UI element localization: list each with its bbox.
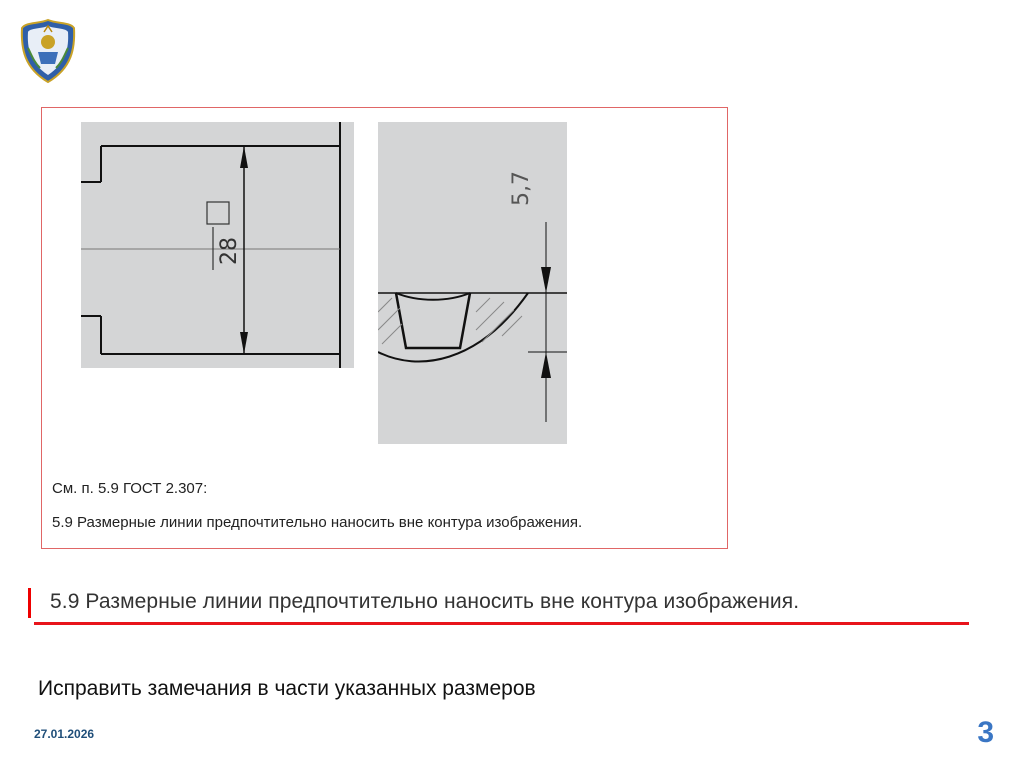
clause-highlight-text: 5.9 Размерные линии предпочтительно наносить вне контура изображения. [50,590,800,613]
standard-reference-note: См. п. 5.9 ГОСТ 2.307: [52,480,208,497]
highlight-underline [34,622,969,625]
standard-excerpt-frame [41,107,728,549]
standard-clause-text: 5.9 Размерные линии предпочтительно наносить вне контура изображения. [52,514,583,531]
drawing-dimension-28 [81,122,354,368]
highlight-left-bar [28,588,31,618]
university-emblem-logo [20,18,76,84]
slide-number: 3 [977,716,994,749]
slide-caption: Исправить замечания в части указанных размеров [38,677,536,700]
dimension-label-5-7: 5,7 [509,171,534,206]
clause-highlight-banner [28,584,969,622]
dimension-label-28: 28 [217,237,242,265]
drawing-dimension-5-7 [378,122,567,444]
slide-date: 27.01.2026 [34,727,95,741]
cropped-next-clause [52,538,712,544]
